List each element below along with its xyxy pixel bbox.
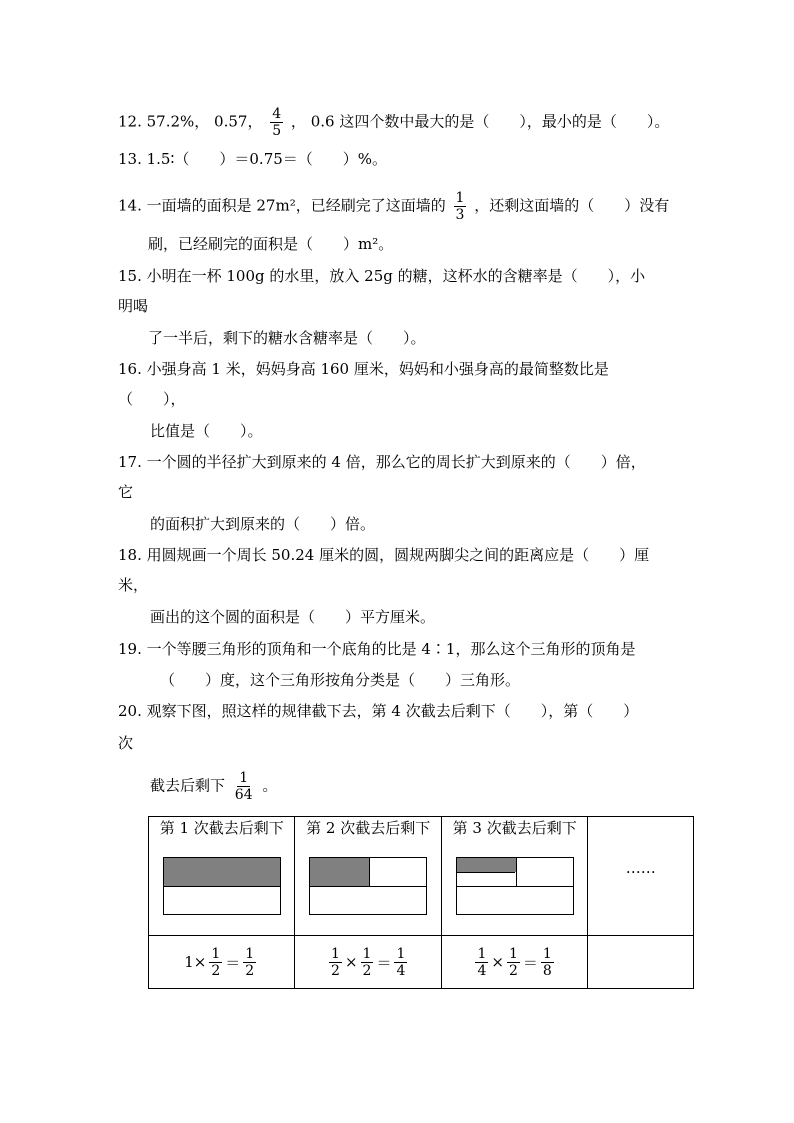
question-15-line3: 了一半后，剩下的糖水含糖率是（ ）。 [148,329,426,347]
formula-cell-step-3 [441,936,587,989]
equals-sign: ＝ [522,953,538,972]
fraction-numerator: 1 [477,945,487,962]
fraction-denominator: 2 [508,962,518,979]
equals-sign: ＝ [225,953,241,972]
fraction-numerator: 1 [542,945,552,962]
times-sign: × [344,953,358,971]
divider-line [457,872,515,873]
formula-step-3 [442,936,587,988]
divider-line [457,886,573,887]
fraction-numerator: 4 [272,106,282,122]
formula-step-2 [295,936,440,988]
q12-text-b: ， 0.6 这四个数中最大的是（ ），最小的是（ ）。 [290,112,670,131]
question-16: 16. 小强身高 1 米，妈妈身高 160 厘米，妈妈和小强身高的最简整数比是 [118,360,609,378]
fraction-1-2 [507,947,520,978]
fraction-numerator: 1 [396,945,406,962]
rectangle-step-1 [163,857,281,915]
times-sign: × [193,953,207,971]
fraction-denominator: 2 [331,962,340,979]
fraction-numerator: 1 [362,945,372,962]
formula-step-1 [149,936,294,988]
times-sign: × [491,953,504,971]
table-row-formulas [149,936,694,989]
question-20-line2: 次 [118,734,134,752]
table-row-diagrams [149,817,694,936]
fraction-1-8 [541,947,554,978]
formula-cell-step-1 [149,936,295,989]
table-cell-continuation [588,817,694,936]
q14-text-b: ，还剩这面墙的（ ）没有 [474,196,670,215]
fraction-denominator: 4 [477,962,487,979]
question-17-line2: 它 [118,483,134,501]
fraction-1-4 [475,947,488,978]
question-17-line3: 的面积扩大到原来的（ ）倍。 [150,515,376,533]
fraction-1-64 [233,771,255,802]
question-20: 20. 观察下图，照这样的规律截下去，第 4 次截去后剩下（ ），第（ ） [118,702,639,720]
formula-cell-empty [588,936,694,989]
fraction-numerator: 1 [455,190,465,206]
fraction-1-2 [209,947,222,978]
divider-line [310,886,426,887]
divider-line [369,858,370,886]
fraction-denominator: 64 [234,787,253,803]
q14-text-a: 14. 一面墙的面积是 27m²，已经刷完了这面墙的 [118,196,446,215]
table-header-step-2: 第 2 次截去后剩下 [306,819,431,837]
q20-text-a: 截去后剩下 [150,776,226,795]
shaded-region-step-2 [310,858,369,886]
question-16-line3: 比值是（ ）。 [150,422,263,440]
question-15-line2: 明喝 [118,297,149,315]
fraction-denominator: 2 [362,962,372,979]
question-13: 13. 1.5∶（ ）＝0.75＝（ ）%。 [118,150,388,168]
fraction-1-3 [454,191,467,222]
fraction-numerator: 1 [245,945,255,962]
question-19: 19. 一个等腰三角形的顶角和一个底角的比是 4∶1，那么这个三角形的顶角是 [118,640,636,658]
question-12 [118,107,669,138]
question-19-line2: （ ）度，这个三角形按角分类是（ ）三角形。 [160,671,521,689]
question-18-line3: 画出的这个圆的面积是（ ）平方厘米。 [150,608,436,626]
q20-text-b: 。 [262,776,278,795]
shaded-region-step-3 [457,858,516,872]
formula-operand: 1 [184,953,194,971]
question-18: 18. 用圆规画一个周长 50.24 厘米的圆，圆规两脚尖之间的距离应是（ ）厘 [118,546,650,564]
ellipsis: …… [625,859,656,877]
fraction-denominator: 4 [396,962,406,979]
table-cell-step-2 [295,817,441,936]
fraction-denominator: 8 [542,962,552,979]
table-header-step-1: 第 1 次截去后剩下 [159,819,284,837]
table-cell-step-1 [149,817,295,936]
rectangle-step-2 [309,857,427,915]
question-15: 15. 小明在一杯 100g 的水里，放入 25g 的糖，这杯水的含糖率是（ ），小 [118,267,646,285]
table-cell-step-3 [441,817,587,936]
formula-cell-step-2 [295,936,441,989]
fraction-denominator: 3 [455,207,465,223]
question-18-line2: 米， [118,576,149,594]
fraction-1-2 [243,947,256,978]
fraction-denominator: 5 [272,123,282,139]
question-14 [118,191,669,222]
fraction-numerator: 1 [211,945,221,962]
divider-line [164,886,280,887]
fraction-1-4 [394,947,407,978]
cutting-pattern-table [148,816,694,989]
question-14-line2: 刷，已经刷完的面积是（ ）m²。 [148,235,394,253]
fraction-numerator: 1 [508,945,518,962]
fraction-denominator: 2 [211,962,221,979]
fraction-1-2 [361,947,374,978]
fraction-1-2 [329,947,342,978]
question-16-line2: （ ）， [118,390,186,408]
shaded-region-step-1 [164,858,280,886]
q12-text-a: 12. 57.2%， 0.57， [118,112,268,131]
question-17: 17. 一个圆的半径扩大到原来的 4 倍，那么它的周长扩大到原来的（ ）倍， [118,453,646,471]
divider-line [516,858,517,886]
fraction-4-5 [270,107,283,138]
table-header-step-3: 第 3 次截去后剩下 [452,819,577,837]
equals-sign: ＝ [376,953,392,972]
rectangle-step-3 [456,857,574,915]
question-20-line3 [150,771,277,802]
fraction-numerator: 1 [239,770,249,786]
fraction-denominator: 2 [245,962,255,979]
fraction-numerator: 1 [331,945,340,962]
